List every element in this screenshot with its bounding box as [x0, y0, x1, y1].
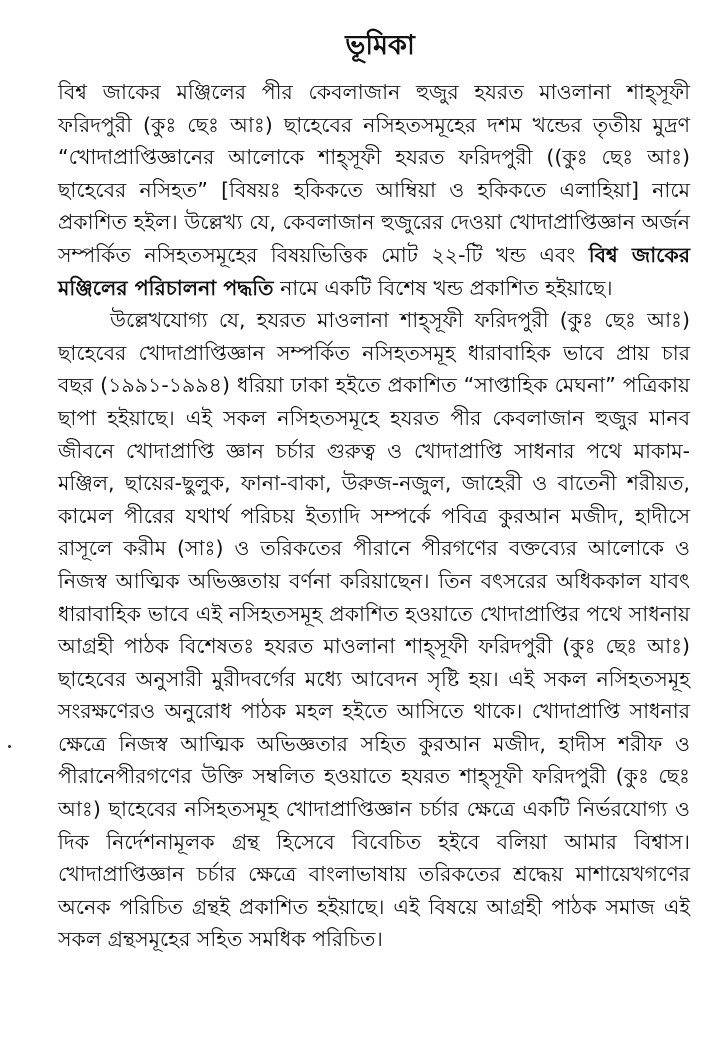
margin-dot	[8, 745, 11, 748]
paragraph-2: উল্লেখযোগ্য যে, হযরত মাওলানা শাহ্সূফী ফরিদপুরী (কুঃ ছেঃ আঃ) ছাহেবের খোদাপ্রাপ্তিজ্ঞান সম্পর্কিত নসিহতসমূহ ধারাবাহিক ভাবে প্রায় চার বছর (১৯৯১-১৯৯৪) ধরিয়া ঢাকা হইতে প্রকাশিত “সাপ্তাহিক মেঘনা” পত্রিকায় ছাপা হইয়াছে। এই সকল নসিহতসমূহে হযরত পীর কেবলাজান হুজুর মানব জীবনে খোদাপ্রাপ্তি জ্ঞান চর্চার গুরুত্ব ও খোদাপ্রাপ্তি সাধনার পথে মাকাম-মঞ্জিল, ছায়ের-ছুলুক, ফানা-বাকা, উরুজ-নজুল, জাহেরী ও বাতেনী শরীয়ত, কামেল পীরের যথার্থ পরিচয় ইত্যাদি সম্পর্কে পবিত্র কুরআন মজীদ, হাদীসে রাসূলে করীম (সাঃ) ও তরিকতের পীরানে পীরগণের বক্তব্যের আলোকে ও নিজস্ব আত্মিক অভিজ্ঞতায় বর্ণনা করিয়াছেন। তিন বৎসরের অধিককাল যাবৎ ধারাবাহিক ভাবে এই নসিহতসমূহ প্রকাশিত হওয়াতে খোদাপ্রাপ্তির পথে সাধনায় আগ্রহী পাঠক বিশেষতঃ হযরত মাওলানা শাহ্সূফী ফরিদপুরী (কুঃ ছেঃ আঃ) ছাহেবের অনুসারী মুরীদবর্গের মধ্যে আবেদন সৃষ্টি হয়। এই সকল নসিহতসমূহ সংরক্ষণেরও অনুরোধ পাঠক মহল হইতে আসিতে থাকে। খোদাপ্রাপ্তি সাধনার ক্ষেত্রে নিজস্ব আত্মিক অভিজ্ঞতার সহিত কুরআন মজীদ, হাদীস শরীফ ও পীরানেপীরগণের উক্তি সম্বলিত হওয়াতে হযরত শাহ্সূফী ফরিদপুরী (কুঃ ছেঃ আঃ) ছাহেবের নসিহতসমূহ খোদাপ্রাপ্তিজ্ঞান চর্চার ক্ষেত্রে একটি নির্ভরযোগ্য ও দিক নির্দেশনামূলক গ্রন্থ হিসেবে বিবেচিত হইবে বলিয়া আমার বিশ্বাস। খোদাপ্রাপ্তিজ্ঞান চর্চার ক্ষেত্রে বাংলাভাষায় তরিকতের শ্রদ্ধেয় মাশায়েখগণের অনেক পরিচিত গ্রন্থই প্রকাশিত হইয়াছে। এই বিষয়ে আগ্রহী পাঠক সমাজ এই সকল গ্রন্থসমূহের সহিত সমধিক পরিচিত।	[58, 308, 690, 952]
page-title: ভূমিকা	[345, 30, 415, 61]
body-text	[58, 76, 690, 956]
paragraph-1-text-b: নামে একটি বিশেষ খন্ড প্রকাশিত হইয়াছে।	[273, 275, 613, 300]
bold-book-title: বিশ্ব জাকের মঞ্জিলের পরিচালনা পদ্ধতি	[58, 242, 690, 300]
paragraph-1	[58, 76, 690, 304]
paragraph-1-text-a: বিশ্ব জাকের মঞ্জিলের পীর কেবলাজান হুজুর হযরত মাওলানা শাহ্সূফী ফরিদপুরী (কুঃ ছেঃ আঃ) ছাহেবের নসিহতসমূহের দশম খন্ডের তৃতীয় মুদ্রণ “খোদাপ্রাপ্তিজ্ঞানের আলোকে শাহ্সূফী হযরত ফরিদপুরী ((কুঃ ছেঃ আঃ) ছাহেবের নসিহত” [বিষয়ঃ হকিকতে আম্বিয়া ও হকিকতে এলাহিয়া] নামে প্রকাশিত হইল। উল্লেখ্য যে, কেবলাজান হুজুরের দেওয়া খোদাপ্রাপ্তিজ্ঞান অর্জন সম্পর্কিত নসিহতসমূহের বিষয়ভিত্তিক মোট ২২-টি খন্ড এবং	[58, 80, 690, 267]
